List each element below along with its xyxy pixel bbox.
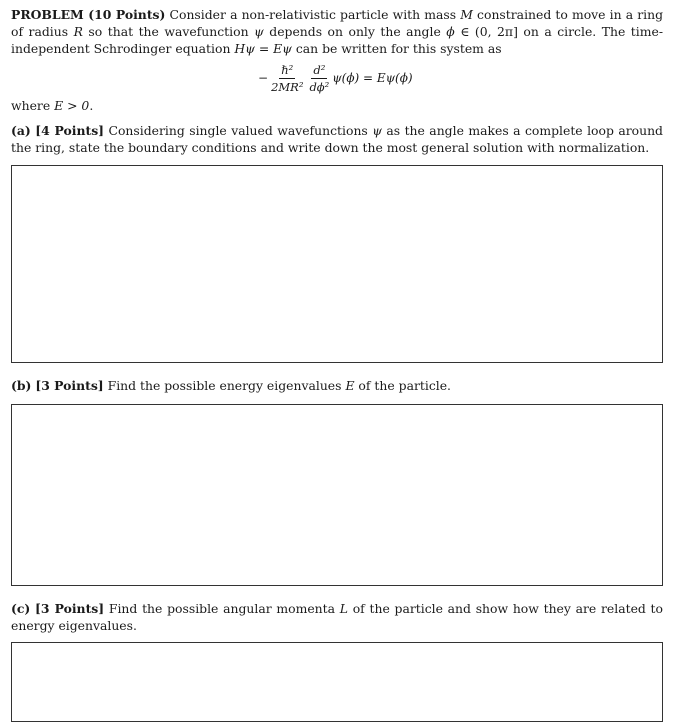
derivative-fraction bbox=[307, 63, 331, 94]
derivative-denominator: dϕ² bbox=[309, 79, 330, 94]
schrodinger-equation: Hψ = Eψ bbox=[234, 41, 292, 56]
part-b-answer-box[interactable] bbox=[11, 404, 663, 586]
part-c-text-2: of the particle and show how they are related to energy eigenvalues. bbox=[11, 601, 663, 633]
part-c-points: [3 Points] bbox=[35, 601, 105, 616]
part-a-text-1: Considering single valued wavefunctions bbox=[104, 123, 373, 138]
part-b-label: (b) bbox=[11, 378, 32, 393]
problem-statement bbox=[11, 6, 663, 57]
mass-symbol: M bbox=[460, 7, 473, 22]
part-b-text-1: Find the possible energy eigenvalues bbox=[103, 378, 346, 393]
part-b-question bbox=[11, 377, 663, 394]
condition-text-1: where bbox=[11, 98, 55, 113]
radius-symbol: R bbox=[73, 24, 83, 39]
condition-text-2: . bbox=[89, 98, 94, 113]
part-b-energy-symbol: E bbox=[345, 378, 355, 393]
part-a-question bbox=[11, 122, 663, 156]
energy-condition bbox=[11, 97, 663, 114]
problem-heading: PROBLEM (10 Points) bbox=[11, 7, 166, 22]
part-c-momentum-symbol: L bbox=[339, 601, 348, 616]
condition-expression: E > 0 bbox=[54, 98, 90, 113]
equation-minus: − bbox=[258, 70, 269, 85]
hbar-numerator: ℏ² bbox=[281, 62, 294, 77]
intro-text-4: depends on only the angle bbox=[263, 24, 447, 39]
part-c-answer-box[interactable] bbox=[11, 642, 663, 722]
part-c-text-1: Find the possible angular momenta bbox=[104, 601, 340, 616]
part-a-psi: ψ bbox=[372, 123, 382, 138]
intro-text-6: can be written for this system as bbox=[291, 41, 502, 56]
equation-rhs: ψ(ϕ) = Eψ(ϕ) bbox=[332, 70, 413, 85]
intro-text-3: so that the wavefunction bbox=[82, 24, 255, 39]
part-a-label: (a) bbox=[11, 123, 31, 138]
derivative-numerator: d² bbox=[313, 62, 326, 77]
hbar-denominator: 2MR² bbox=[271, 79, 304, 94]
part-a-points: [4 Points] bbox=[35, 123, 105, 138]
part-b-points: [3 Points] bbox=[35, 378, 104, 393]
intro-text-5: ∈ (0, 2π] on a circle. The time-independent Schrodinger equation bbox=[11, 24, 664, 56]
schrodinger-display-equation bbox=[258, 58, 413, 98]
part-c-label: (c) bbox=[11, 601, 31, 616]
psi-symbol: ψ bbox=[254, 24, 264, 39]
part-c-question bbox=[11, 600, 663, 634]
part-b-text-2: of the particle. bbox=[354, 378, 451, 393]
part-a-answer-box[interactable] bbox=[11, 165, 663, 363]
part-a-text-2: as the angle makes a complete loop around the ring, state the boundary conditions and write down the most general solution with normalization. bbox=[11, 123, 663, 155]
intro-text-2: constrained to move in a ring of radius bbox=[11, 7, 664, 39]
phi-symbol: ϕ bbox=[446, 24, 455, 39]
intro-text-1: Consider a non-relativistic particle with mass bbox=[165, 7, 461, 22]
hbar-fraction bbox=[269, 63, 305, 94]
